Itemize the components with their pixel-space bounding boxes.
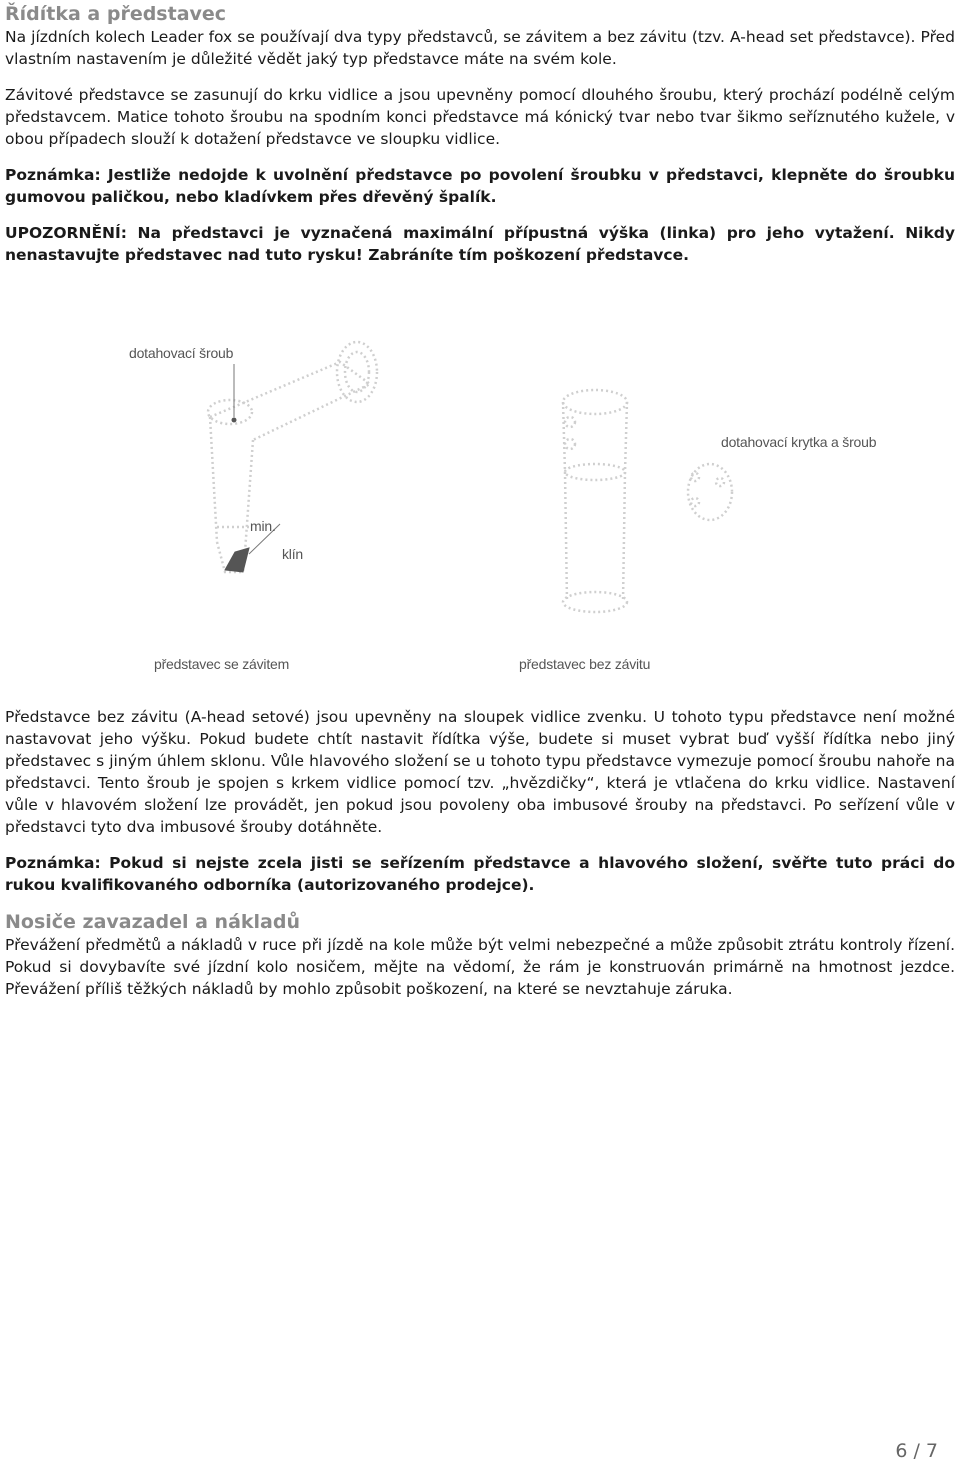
caption-threadless-stem: představec bez závitu [519,656,651,672]
label-cap-and-bolt: dotahovací krytka a šroub [721,434,877,450]
paragraph-threaded-stem: Závitové představce se zasunují do krku vidlice a jsou upevněny pomocí dlouhého šroubu, který prochází podélně celým představcem. Matice tohoto šroubu na spodním konci představce má kónický tvar nebo tvar šikmo seříznutého kužele, v obou případech slouží k dotažení představce ve sloupku vidlice. [5,86,955,148]
warning-max-height: UPOZORNĚNÍ: Na představci je vyznačená maximální přípustná výška (linka) pro jeho vytažení. Nikdy nenastavujte představec nad tuto rysku! Zabráníte tím poškození představce. [5,224,955,264]
stem-diagram [5,272,955,632]
note-professional-service: Poznámka: Pokud si nejste zcela jisti se seřízením představce a hlavového složení, svěřte tuto práci do rukou kvalifikovaného odborníka (autorizovaného prodejce). [5,854,955,894]
label-min-line: min. [250,518,276,534]
section-title-handlebars: Řídítka a představec [5,3,227,25]
label-wedge: klín [282,546,303,562]
stem-illustration [5,272,955,672]
paragraph-threadless-stem: Představce bez závitu (A-head setové) jsou upevněny na sloupek vidlice zvenku. U tohoto typu představce není možné nastavovat jeho výšku. Pokud budete chtít nastavit řídítka výše, budete si muset vybrat buď vyšší řídítka nebo jiný představec s jiným úhlem sklonu. Vůle hlavového složení se u tohoto typu představce vymezuje pomocí šroubu nahoře na představci. Tento šroub je spojen s krkem vidlice pomocí tzv. „hvězdičky“, která je vtlačena do krku vidlice. Nastavení vůle v hlavovém složení lze provádět, jen pokud jsou povoleny oba imbusové šrouby na představci. Po seřízení vůle v představci tyto dva imbusové šrouby dotáhněte. [5,708,955,836]
caption-threaded-stem: představec se závitem [154,656,290,672]
page-content [5,0,955,1000]
label-tightening-bolt: dotahovací šroub [129,345,234,361]
section-title-racks: Nosiče zavazadel a nákladů [5,911,301,933]
note-loosen-stem: Poznámka: Jestliže nedojde k uvolnění představce po povolení šroubku v představci, klepněte do šroubku gumovou paličkou, nebo kladívkem přes dřevěný špalík. [5,166,955,206]
paragraph-racks: Převážení předmětů a nákladů v ruce při jízdě na kole může být velmi nebezpečné a může způsobit ztrátu kontroly řízení. Pokud si dovybavíte své jízdní kolo nosičem, mějte na vědomí, že rám je konstruován primárně na hmotnost jezdce. Převážení příliš těžkých nákladů by mohlo způsobit poškození, na které se nevztahuje záruka. [5,936,955,998]
page-number: 6 / 7 [895,1440,938,1462]
paragraph-stem-types: Na jízdních kolech Leader fox se používají dva typy představců, se závitem a bez závitu (tzv. A-head set představce). Před vlastním nastavením je důležité vědět jaký typ představce máte na svém kole. [5,28,955,68]
